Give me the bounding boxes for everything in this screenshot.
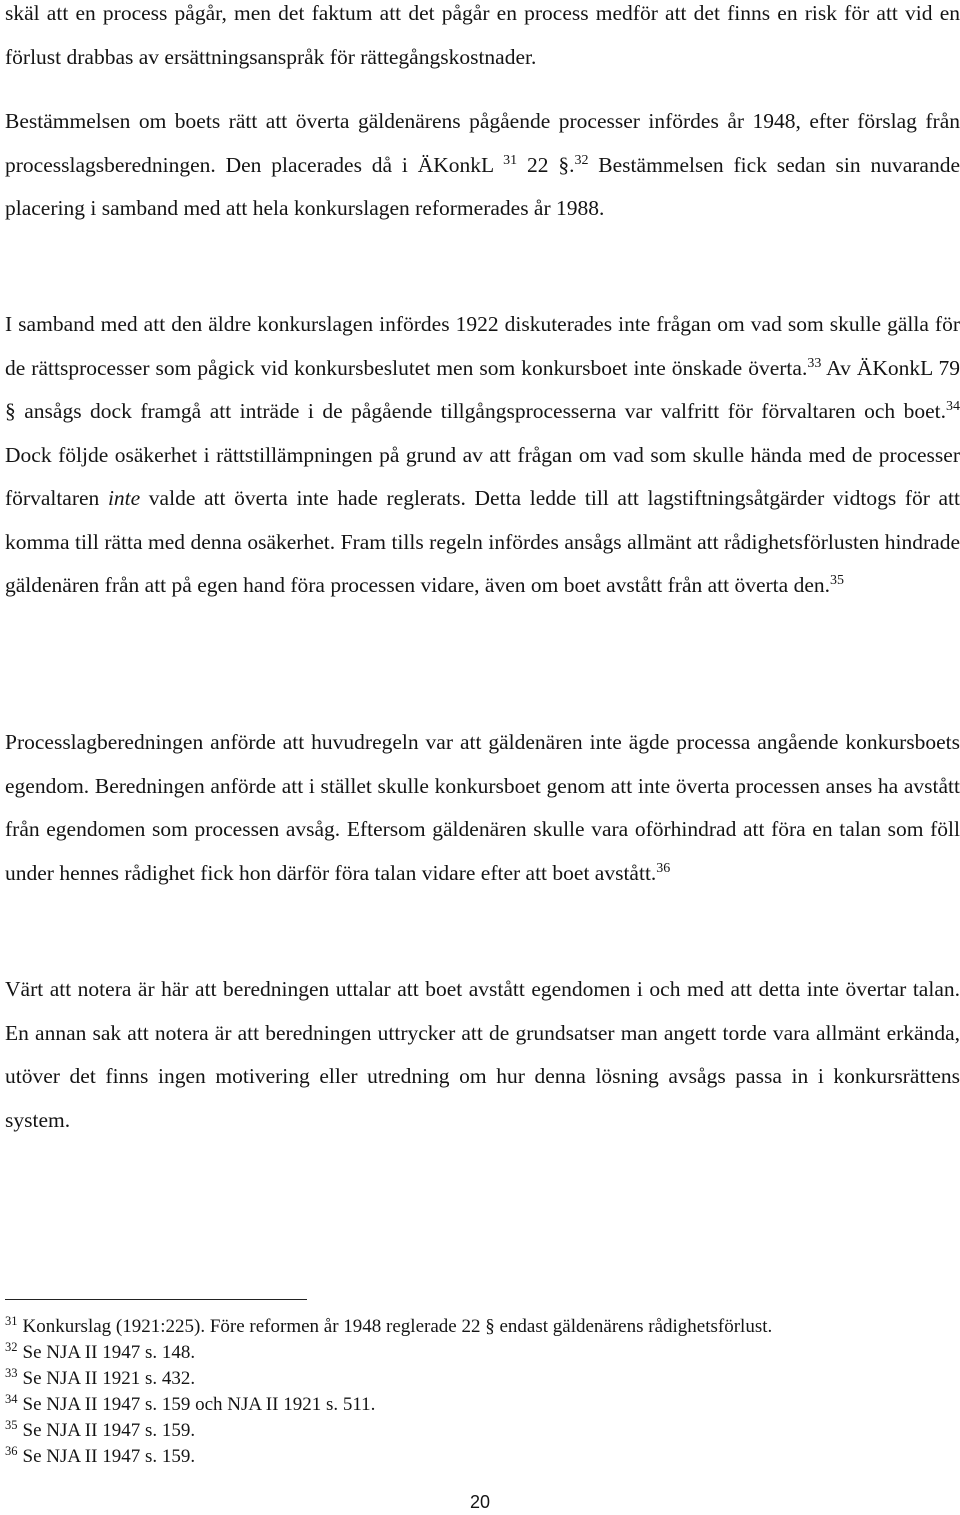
footnote: [5, 1340, 960, 1366]
paragraph: [5, 100, 960, 231]
footnote-text: Se NJA II 1947 s. 159 och NJA II 1921 s. 511.: [22, 1394, 376, 1415]
footnote-number: 33: [5, 1366, 18, 1380]
footnote-text: Konkurslag (1921:225). Före reformen år 1948 reglerade 22 § endast gäldenärens rådighetsförlust.: [22, 1316, 773, 1337]
paragraph-text: I samband med att den äldre konkurslagen infördes 1922 diskuterades inte frågan om vad som skulle gälla för de rättsprocesser som pågick vid konkursbeslutet men som konkursboet inte önskade överta.: [5, 312, 960, 380]
footnote-reference[interactable]: 32: [574, 152, 589, 168]
footnote-reference[interactable]: 34: [946, 399, 960, 414]
footnote-number: 34: [5, 1392, 18, 1406]
footnote-number: 32: [5, 1340, 18, 1354]
footnote: [5, 1366, 960, 1392]
footnote-reference[interactable]: 35: [830, 573, 844, 588]
footnote-text: Se NJA II 1947 s. 159.: [22, 1420, 196, 1441]
footnote-reference[interactable]: 36: [656, 860, 671, 876]
paragraph-text: skäl att en process pågår, men det faktum att det pågår en process medför att det finns en risk för att vid en förlust drabbas av ersättningsanspråk för rättegångskostnader.: [5, 1, 960, 69]
footnote: [5, 1392, 960, 1418]
footnote-text: Se NJA II 1947 s. 148.: [22, 1342, 196, 1363]
paragraph-text: Bestämmelsen om boets rätt att överta gäldenärens pågående processer infördes år 1948, efter förslag från processlagsberedningen. Den placerades då i ÄKonkL: [5, 109, 960, 177]
footnotes: [5, 1314, 960, 1470]
footnote: [5, 1444, 960, 1470]
paragraph: [5, 303, 960, 608]
paragraph: [5, 968, 960, 1142]
footnote-text: Se NJA II 1921 s. 432.: [22, 1368, 196, 1389]
paragraph-text: Av ÄKonkL 79 § ansågs dock framgå att inträde i de pågående tillgångsprocesserna var valfritt för förvaltaren och boet.: [5, 355, 960, 423]
paragraph-text: Dock följde osäkerhet i rättstillämpningen på grund av att frågan om vad som skulle hända med de processer förvaltaren: [5, 442, 960, 510]
footnote-number: 35: [5, 1418, 18, 1432]
paragraph: [5, 0, 960, 79]
footnote-reference[interactable]: 31: [503, 152, 518, 168]
paragraph: [5, 721, 960, 895]
footnote-separator: [5, 1299, 307, 1300]
footnote: [5, 1314, 960, 1340]
emphasis-text: inte: [107, 486, 141, 510]
paragraph-text: 22 §.: [517, 152, 575, 177]
footnote-reference[interactable]: 33: [807, 355, 822, 371]
paragraph-text: Processlagberedningen anförde att huvudregeln var att gäldenären inte ägde processa angående konkursboets egendom. Beredningen anförde att i stället skulle konkursboet genom att inte överta processen anses ha avstått från egendomen som processen avsåg. Eftersom gäldenären skulle vara oförhindrad att föra en talan som föll under hennes rådighet fick hon därför föra talan vidare efter att boet avstått.: [5, 730, 960, 885]
paragraph-text: Bestämmelsen fick sedan sin nuvarande placering i samband med att hela konkurslagen reformerades år 1988.: [5, 152, 960, 220]
footnote: [5, 1418, 960, 1444]
footnote-number: 31: [5, 1314, 18, 1328]
paragraph-text: Värt att notera är här att beredningen uttalar att boet avstått egendomen i och med att detta inte övertar talan. En annan sak att notera är att beredningen uttrycker att de grundsatser man angett torde vara allmänt erkända, utöver det finns ingen motivering eller utredning om hur denna lösning avsågs passa in i konkursrättens system.: [5, 977, 960, 1132]
paragraph-text: valde att överta inte hade reglerats. Detta ledde till att lagstiftningsåtgärder vidtogs för att komma till rätta med denna osäkerhet. Fram tills regeln infördes ansågs allmänt att rådighetsförlusten hindrade gäldenären från att på egen hand föra processen vidare, även om boet avstått från att överta den.: [5, 486, 960, 597]
footnote-text: Se NJA II 1947 s. 159.: [22, 1446, 196, 1467]
page-number: 20: [469, 1492, 491, 1512]
footnote-number: 36: [5, 1444, 18, 1458]
